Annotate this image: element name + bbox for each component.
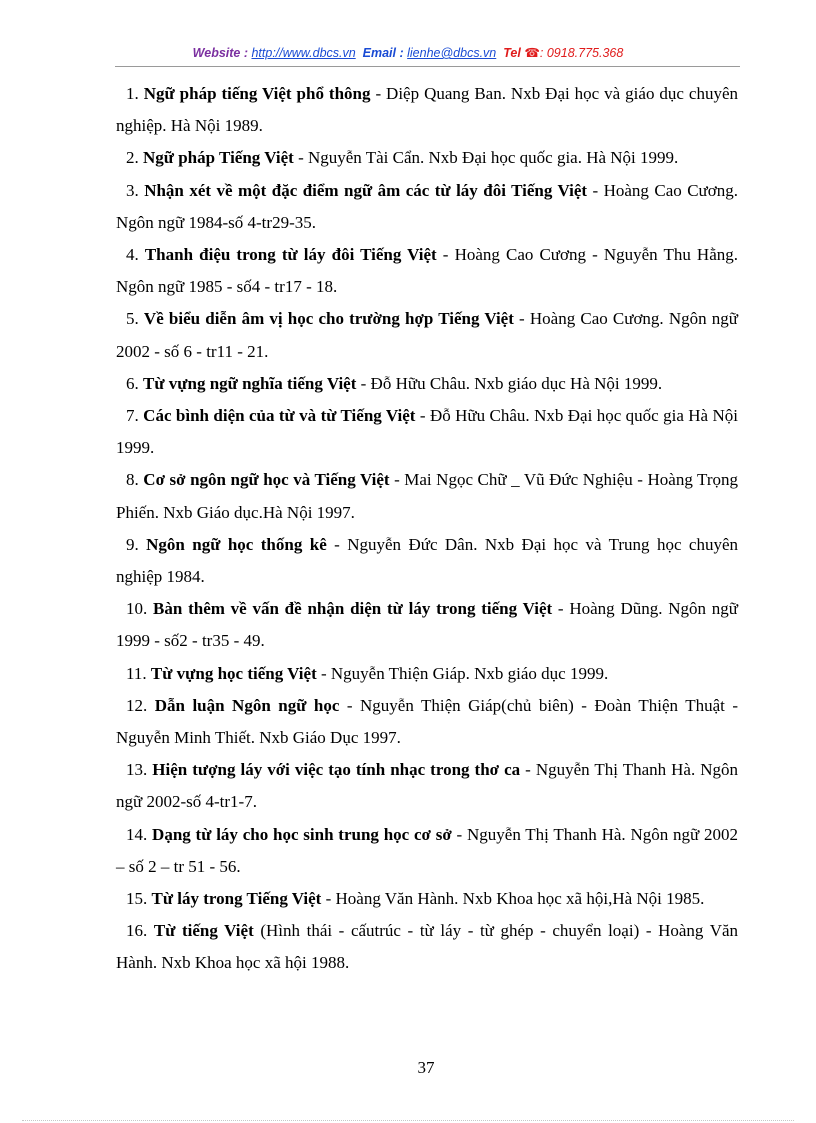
reference-number: 14. xyxy=(126,824,148,844)
reference-details: - Nguyễn Tài Cẩn. Nxb Đại học quốc gia. Hà Nội 1999. xyxy=(293,148,679,168)
reference-title: Từ láy trong Tiếng Việt xyxy=(151,889,322,909)
reference-title: Về biểu diễn âm vị học cho trường hợp Tiếng Việt xyxy=(143,309,514,329)
reference-item xyxy=(116,658,738,690)
page-number: 37 xyxy=(417,1058,435,1077)
reference-number: 7. xyxy=(126,406,139,426)
website-link[interactable]: http://www.dbcs.vn xyxy=(251,46,356,60)
email-label: Email xyxy=(362,46,397,60)
reference-details: - Nguyễn Thị Thanh Hà. Ngôn ngữ 2002-số 4-tr1-7. xyxy=(116,760,739,812)
reference-item xyxy=(116,754,738,818)
reference-title: Các bình diện của từ và từ Tiếng Việt xyxy=(143,406,416,426)
reference-list xyxy=(116,78,738,980)
reference-number: 13. xyxy=(126,760,148,780)
reference-details: - Nguyễn Thị Thanh Hà. Ngôn ngữ 2002 – số 2 – tr 51 - 56. xyxy=(116,824,738,876)
page-header: Website : http://www.dbcs.vn Email : lienhe@dbcs.vn Tel ☎: 0918.775.368 xyxy=(192,46,624,60)
reference-title: Ngữ pháp Tiếng Việt xyxy=(143,148,294,168)
reference-item xyxy=(116,78,738,142)
reference-details: (Hình thái - cấutrúc - từ láy - từ ghép - chuyển loại) - Hoàng Văn Hành. Nxb Khoa học xã hội 1988. xyxy=(116,921,739,973)
reference-details: - Hoàng Cao Cương. Ngôn ngữ 2002 - số 6 - tr11 - 21. xyxy=(116,309,738,361)
reference-item xyxy=(116,690,738,754)
reference-number: 9. xyxy=(126,534,139,554)
reference-details: - Đỗ Hữu Châu. Nxb giáo dục Hà Nội 1999. xyxy=(356,373,663,393)
reference-title: Bàn thêm về vấn đề nhận diện từ láy trong tiếng Việt xyxy=(153,599,553,619)
reference-title: Ngữ pháp tiếng Việt phổ thông xyxy=(143,84,371,103)
reference-details: - Diệp Quang Ban. Nxb Đại học và giáo dục chuyên nghiệp. Hà Nội 1989. xyxy=(116,84,739,136)
reference-title: Hiện tượng láy với việc tạo tính nhạc trong thơ ca xyxy=(152,760,521,780)
website-label: Website xyxy=(192,46,241,60)
reference-item xyxy=(116,819,738,883)
reference-item xyxy=(116,175,738,239)
reference-title: Dạng từ láy cho học sinh trung học cơ sở xyxy=(152,824,452,844)
reference-item xyxy=(116,915,738,979)
email-link[interactable]: lienhe@dbcs.vn xyxy=(407,46,497,60)
reference-item xyxy=(116,593,738,657)
reference-details: - Hoàng Văn Hành. Nxb Khoa học xã hội,Hà Nội 1985. xyxy=(321,889,705,909)
reference-title: Từ vựng ngữ nghĩa tiếng Việt xyxy=(143,373,357,393)
reference-number: 5. xyxy=(126,309,139,329)
reference-number: 11. xyxy=(126,663,147,683)
phone-icon: ☎ xyxy=(524,46,540,60)
reference-details: - Nguyễn Thiện Giáp. Nxb giáo dục 1999. xyxy=(316,663,609,683)
reference-item xyxy=(116,239,738,303)
reference-details: - Mai Ngọc Chữ _ Vũ Đức Nghiệu - Hoàng Trọng Phiến. Nxb Giáo dục.Hà Nội 1997. xyxy=(116,470,738,522)
reference-details: - Nguyễn Đức Dân. Nxb Đại học và Trung học chuyên nghiệp 1984. xyxy=(116,534,738,587)
reference-number: 8. xyxy=(126,470,139,490)
reference-item xyxy=(116,400,738,464)
reference-item xyxy=(116,368,738,400)
reference-title: Cơ sở ngôn ngữ học và Tiếng Việt xyxy=(143,470,390,490)
reference-number: 10. xyxy=(126,599,148,619)
reference-title: Từ tiếng Việt xyxy=(153,921,254,941)
reference-details: - Nguyễn Thiện Giáp(chủ biên) - Đoàn Thiện Thuật - Nguyễn Minh Thiết. Nxb Giáo Dục 1997. xyxy=(116,695,738,748)
reference-item xyxy=(116,464,738,528)
reference-number: 2. xyxy=(126,148,139,168)
header-divider xyxy=(115,66,740,67)
reference-number: 15. xyxy=(126,889,148,909)
tel-value: : 0918.775.368 xyxy=(539,46,624,60)
reference-title: Dẫn luận Ngôn ngữ học xyxy=(154,695,340,715)
reference-details: - Đỗ Hữu Châu. Nxb Đại học quốc gia Hà Nội 1999. xyxy=(116,406,739,458)
reference-number: 1. xyxy=(126,84,139,103)
reference-title: Ngôn ngữ học thống kê xyxy=(146,534,327,554)
reference-details: - Hoàng Cao Cương. Ngôn ngữ 1984-số 4-tr29-35. xyxy=(116,180,738,232)
page-bottom-border xyxy=(22,1120,794,1121)
reference-title: Thanh điệu trong từ láy đôi Tiếng Việt xyxy=(144,245,437,265)
reference-number: 3. xyxy=(126,180,139,200)
reference-number: 12. xyxy=(126,695,148,715)
reference-number: 4. xyxy=(126,245,139,265)
reference-number: 6. xyxy=(126,373,139,393)
reference-item xyxy=(116,142,738,174)
reference-title: Từ vựng học tiếng Việt xyxy=(150,663,317,683)
reference-item xyxy=(116,529,738,593)
reference-item xyxy=(116,883,738,915)
reference-details: - Hoàng Dũng. Ngôn ngữ 1999 - số2 - tr35 - 49. xyxy=(116,599,738,651)
reference-details: - Hoàng Cao Cương - Nguyễn Thu Hằng. Ngôn ngữ 1985 - số4 - tr17 - 18. xyxy=(116,245,739,297)
reference-number: 16. xyxy=(126,921,148,941)
reference-item xyxy=(116,303,738,367)
tel-label: Tel xyxy=(503,46,521,60)
reference-title: Nhận xét về một đặc điểm ngữ âm các từ láy đôi Tiếng Việt xyxy=(144,180,588,200)
